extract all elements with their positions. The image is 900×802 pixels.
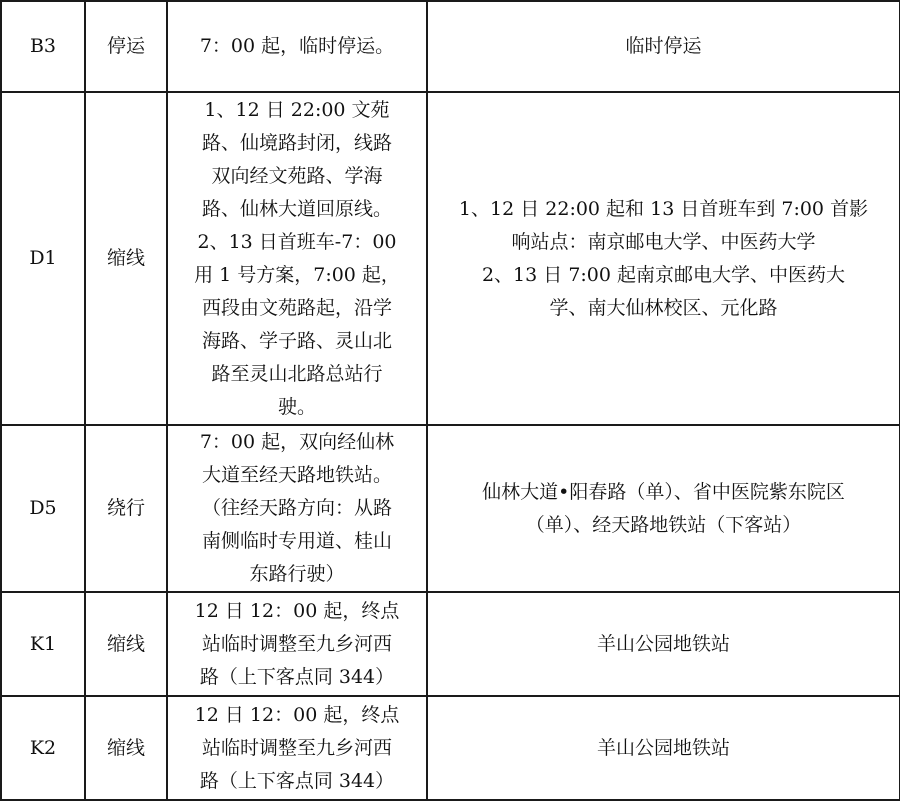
- table-row: [1, 1, 900, 92]
- detail-line: 路（上下客点同 344）: [199, 769, 395, 792]
- detail-line: 驶。: [277, 395, 316, 418]
- route-code-cell: [1, 92, 85, 425]
- adjustment-type: 绕行: [106, 497, 145, 519]
- detail-line: 用 1 号方案，7:00 起，: [194, 263, 400, 286]
- affected-stations-cell: [427, 592, 900, 696]
- stations-line: （单）、经天路地铁站（下客站）: [525, 513, 802, 536]
- stations-line: 1、12 日 22:00 起和 13 日首班车到 7:00 首影: [458, 197, 869, 220]
- detail-line: 站临时调整至九乡河西: [201, 632, 392, 655]
- adjustment-detail-cell: [167, 425, 427, 592]
- detail-line: 西段由文苑路起，沿学: [201, 296, 392, 319]
- adjustment-type-cell: [85, 1, 167, 92]
- detail-line: 2、13 日首班车-7：00: [197, 230, 397, 253]
- stations-line: 羊山公园地铁站: [596, 632, 730, 655]
- route-code: D1: [29, 247, 57, 269]
- detail-line: 南侧临时专用道、桂山: [201, 530, 392, 552]
- affected-stations-cell: [427, 1, 900, 92]
- table-row: [1, 696, 900, 800]
- detail-line: 7：00 起，临时停运。: [199, 35, 395, 57]
- detail-line: 路（上下客点同 344）: [199, 665, 395, 688]
- adjustment-detail-cell: [167, 92, 427, 425]
- route-code-cell: [1, 1, 85, 92]
- stations-line: 学、南大仙林校区、元化路: [549, 296, 778, 319]
- detail-line: 双向经文苑路、学海: [211, 164, 383, 187]
- adjustment-detail-cell: [167, 696, 427, 800]
- detail-line: 海路、学子路、灵山北: [201, 329, 392, 352]
- detail-line: 12 日 12：00 起，终点: [194, 599, 400, 622]
- detail-line: 1、12 日 22:00 文苑: [204, 98, 390, 121]
- affected-stations-cell: [427, 696, 900, 800]
- stations-line: 响站点：南京邮电大学、中医药大学: [511, 230, 816, 253]
- stations-line: 2、13 日 7:00 起南京邮电大学、中医药大: [481, 263, 846, 286]
- adjustment-type: 缩线: [106, 736, 145, 759]
- detail-line: 大道至经天路地铁站。: [201, 464, 392, 486]
- detail-line: 路至灵山北路总站行: [211, 362, 383, 385]
- detail-line: 东路行驶）: [249, 563, 345, 585]
- detail-line: 站临时调整至九乡河西: [201, 736, 392, 759]
- detail-line: 7：00 起，双向经仙林: [199, 431, 395, 453]
- adjustment-type-cell: [85, 592, 167, 696]
- adjustment-detail-cell: [167, 1, 427, 92]
- detail-line: 路、仙境路封闭，线路: [201, 131, 392, 154]
- adjustment-type-cell: [85, 92, 167, 425]
- detail-line: 12 日 12：00 起，终点: [194, 703, 400, 726]
- route-code-cell: [1, 696, 85, 800]
- affected-stations-cell: [427, 92, 900, 425]
- adjustment-type-cell: [85, 696, 167, 800]
- adjustment-type: 停运: [106, 35, 145, 57]
- detail-line: （往经天路方向：从路: [201, 497, 392, 519]
- adjustment-detail-cell: [167, 592, 427, 696]
- detail-line: 路、仙林大道回原线。: [201, 197, 392, 220]
- adjustment-type: 缩线: [106, 247, 145, 269]
- table-row: [1, 92, 900, 425]
- route-code: K2: [29, 736, 57, 759]
- route-code: K1: [29, 632, 57, 655]
- stations-line: 羊山公园地铁站: [596, 736, 730, 759]
- adjustment-type-cell: [85, 425, 167, 592]
- route-code-cell: [1, 592, 85, 696]
- affected-stations-cell: [427, 425, 900, 592]
- adjustment-type: 缩线: [106, 632, 145, 655]
- table-row: [1, 425, 900, 592]
- stations-line: 仙林大道•阳春路（单）、省中医院紫东院区: [482, 480, 845, 503]
- route-code: D5: [29, 497, 57, 519]
- table-row: [1, 592, 900, 696]
- route-code: B3: [29, 35, 57, 57]
- stations-line: 临时停运: [625, 35, 702, 57]
- route-code-cell: [1, 425, 85, 592]
